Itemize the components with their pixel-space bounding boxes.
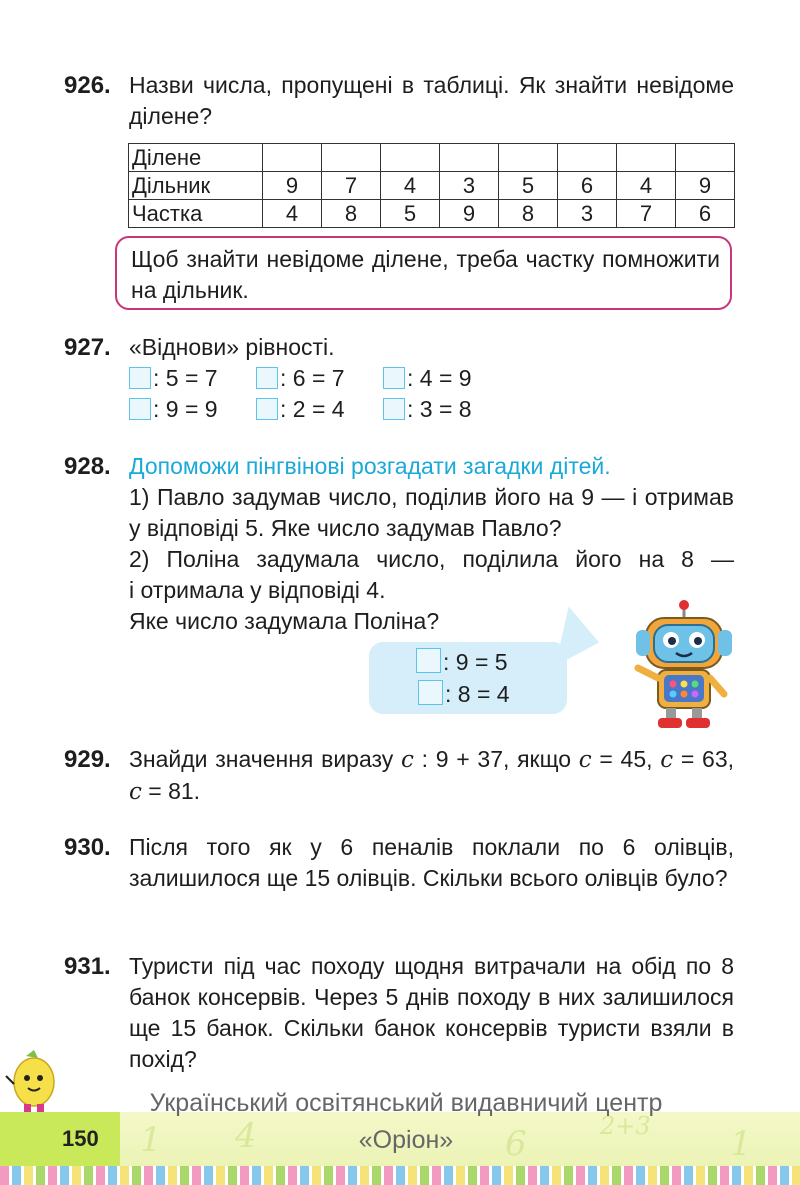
- task-text: Після того як у 6 пеналів поклали по 6 олівців, залишилося ще 15 олівців. Скільки всього олівців було?: [129, 834, 734, 891]
- answer-box[interactable]: [383, 367, 405, 389]
- task-title: Допоможи пінгвінові розгадати загадки дітей.: [129, 453, 611, 479]
- decorative-digit: 2+3: [600, 1112, 651, 1140]
- publisher-name: Український освітянський видавничий центр: [149, 1089, 663, 1117]
- answer-box[interactable]: [418, 680, 443, 705]
- task-number: 927.: [64, 334, 111, 361]
- answer-box[interactable]: [256, 367, 278, 389]
- table-cell: 7: [617, 200, 676, 228]
- table-cell: 8: [322, 200, 381, 228]
- page-number-strip: [0, 1112, 120, 1172]
- answer-box[interactable]: [383, 398, 405, 420]
- riddle-2-line-2: і отримала у відповіді 4.: [129, 577, 386, 603]
- table-cell: 3: [440, 172, 499, 200]
- equation: : 3 = 8: [383, 395, 472, 423]
- decorative-digit: 1: [140, 1120, 162, 1160]
- table-cell: 4: [263, 200, 322, 228]
- table-cell: 5: [381, 200, 440, 228]
- task-927: [64, 332, 734, 363]
- task-number: 926.: [64, 72, 111, 99]
- row-label: Дільник: [129, 172, 263, 200]
- table-cell: [558, 144, 617, 172]
- answer-box[interactable]: [256, 398, 278, 420]
- table-cell: [676, 144, 735, 172]
- decorative-digit: 6: [505, 1124, 527, 1164]
- task-number: 931.: [64, 953, 111, 980]
- table-cell: 4: [381, 172, 440, 200]
- division-table: [128, 143, 735, 228]
- table-cell: [263, 144, 322, 172]
- equation: : 4 = 9: [383, 364, 472, 392]
- equation: : 6 = 7: [256, 364, 345, 392]
- task-929: [64, 744, 734, 808]
- table-cell: 6: [676, 200, 735, 228]
- speech-bubble: [369, 642, 567, 714]
- riddle-2-question: Яке число задумала Поліна?: [129, 608, 440, 634]
- row-label: Частка: [129, 200, 263, 228]
- task-931: [64, 951, 734, 1075]
- table-cell: [499, 144, 558, 172]
- equation-row: [129, 364, 529, 392]
- publisher-brand: «Оріон»: [358, 1126, 454, 1154]
- table-cell: [440, 144, 499, 172]
- table-row-dividend: [129, 144, 735, 172]
- equation: : 9 = 9: [129, 395, 218, 423]
- bubble-equation: : 9 = 5: [416, 648, 508, 676]
- page-number: 150: [62, 1126, 99, 1151]
- table-cell: 6: [558, 172, 617, 200]
- task-text: «Віднови» рівності.: [129, 334, 335, 360]
- decorative-stripe: [0, 1166, 800, 1185]
- rule-box: Щоб знайти невідоме ділене, треба частку помножити на дільник.: [115, 236, 732, 310]
- table-cell: [617, 144, 676, 172]
- table-cell: 9: [263, 172, 322, 200]
- equation-row: [129, 395, 529, 423]
- equation: : 5 = 7: [129, 364, 218, 392]
- table-cell: [322, 144, 381, 172]
- task-text: Туристи під час походу щодня витрачали на обід по 8 банок консервів. Через 5 днів походу в них залишилося ще 15 банок. Скільки банок консервів туристи взяли в похід?: [129, 953, 734, 1072]
- bubble-equation: : 8 = 4: [418, 680, 510, 708]
- robot-icon: [628, 598, 738, 734]
- table-cell: [381, 144, 440, 172]
- table-cell: 7: [322, 172, 381, 200]
- table-row-quotient: [129, 200, 735, 228]
- task-number: 929.: [64, 746, 111, 773]
- task-text: Назви числа, пропущені в таблиці. Як знайти невідоме ділене?: [129, 72, 734, 129]
- row-label: Ділене: [129, 144, 263, 172]
- riddle-2-line-1: 2) Поліна задумала число, поділила його на 8 —: [129, 546, 734, 572]
- task-number: 928.: [64, 453, 111, 480]
- decorative-digit: 4: [235, 1116, 257, 1156]
- task-930: [64, 832, 734, 894]
- answer-box[interactable]: [416, 648, 441, 673]
- task-926: [64, 70, 734, 132]
- table-cell: 9: [440, 200, 499, 228]
- decorative-digit: 1: [730, 1124, 752, 1164]
- table-cell: 5: [499, 172, 558, 200]
- riddle-1: 1) Павло задумав число, поділив його на 9 — і отримав у відповіді 5. Яке число задумав Павло?: [129, 484, 734, 541]
- lemon-mascot-icon: [4, 1048, 64, 1114]
- task-number: 930.: [64, 834, 111, 861]
- table-row-divisor: [129, 172, 735, 200]
- answer-box[interactable]: [129, 367, 151, 389]
- table-cell: 8: [499, 200, 558, 228]
- table-cell: 3: [558, 200, 617, 228]
- answer-box[interactable]: [129, 398, 151, 420]
- task-text: Знайди значення виразу c : 9 + 37, якщо c = 45, c = 63, c = 81.: [129, 746, 735, 805]
- equation: : 2 = 4: [256, 395, 345, 423]
- table-cell: 9: [676, 172, 735, 200]
- table-cell: 4: [617, 172, 676, 200]
